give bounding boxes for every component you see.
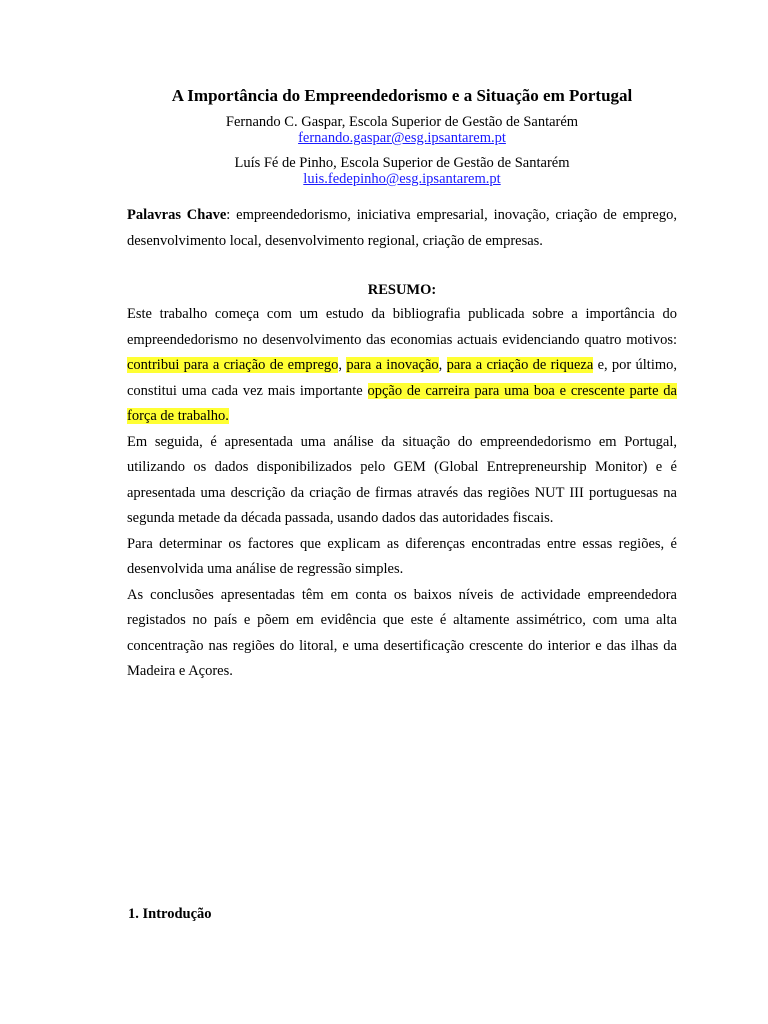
keywords-text: : empreendedorismo, iniciativa empresarial, inovação, criação de emprego, desenvolvimento local, desenvolvimento regional, criação de empresas. — [127, 207, 677, 249]
abstract-body — [127, 302, 677, 685]
keywords-paragraph — [127, 203, 677, 254]
separator-1: , — [338, 357, 347, 373]
highlight-carreira: opção de carreira para uma boa e crescente parte da força de trabalho. — [127, 382, 677, 424]
separator-2: , — [438, 357, 447, 373]
highlight-riqueza: para a criação de riqueza — [446, 357, 594, 373]
abstract-paragraph-1 — [127, 302, 677, 430]
section-heading-introduction: 1. Introdução — [128, 906, 212, 922]
highlight-emprego: contribui para a criação de emprego — [127, 357, 339, 373]
abstract-paragraph-3: Para determinar os factores que explicam as diferenças encontradas entre essas regiões, é desenvolvida uma análise de regressão simples. — [127, 535, 677, 577]
abstract-heading: RESUMO: — [367, 282, 437, 298]
abstract-p1-mid: e, por último, constitui uma cada vez mais importante — [127, 357, 678, 399]
author-2 — [0, 155, 768, 187]
keywords-label: Palavras Chave — [127, 207, 227, 223]
author-1-email-link[interactable]: fernando.gaspar@esg.ipsantarem.pt — [298, 130, 506, 146]
abstract-paragraph-2: Em seguida, é apresentada uma análise da situação do empreendedorismo em Portugal, utilizando os dados disponibilizados pelo GEM (Global Entrepreneurship Monitor) e é apresentada uma descrição da criação de firmas através das regiões NUT III portuguesas na segunda metade da década passada, usando dados das autoridades fiscais. — [127, 433, 677, 526]
author-2-affiliation: Luís Fé de Pinho, Escola Superior de Gestão de Santarém — [234, 155, 570, 171]
author-2-email-link[interactable]: luis.fedepinho@esg.ipsantarem.pt — [303, 171, 501, 187]
author-1-affiliation: Fernando C. Gaspar, Escola Superior de Gestão de Santarém — [225, 114, 579, 130]
abstract-paragraph-4: As conclusões apresentadas têm em conta os baixos níveis de actividade empreendedora registados no país e põem em evidência que este é altamente assimétrico, com uma alta concentração nas regiões do litoral, e uma desertificação crescente do interior e das ilhas da Madeira e Açores. — [127, 586, 677, 679]
abstract-p1-text: Este trabalho começa com um estudo da bibliografia publicada sobre a importância do empreendedorismo no desenvolvimento das economias actuais evidenciando quatro motivos: — [127, 306, 677, 348]
author-1 — [0, 114, 768, 146]
highlight-inovacao: para a inovação — [346, 357, 439, 373]
paper-title: A Importância do Empreendedorismo e a Situação em Portugal — [171, 86, 633, 105]
